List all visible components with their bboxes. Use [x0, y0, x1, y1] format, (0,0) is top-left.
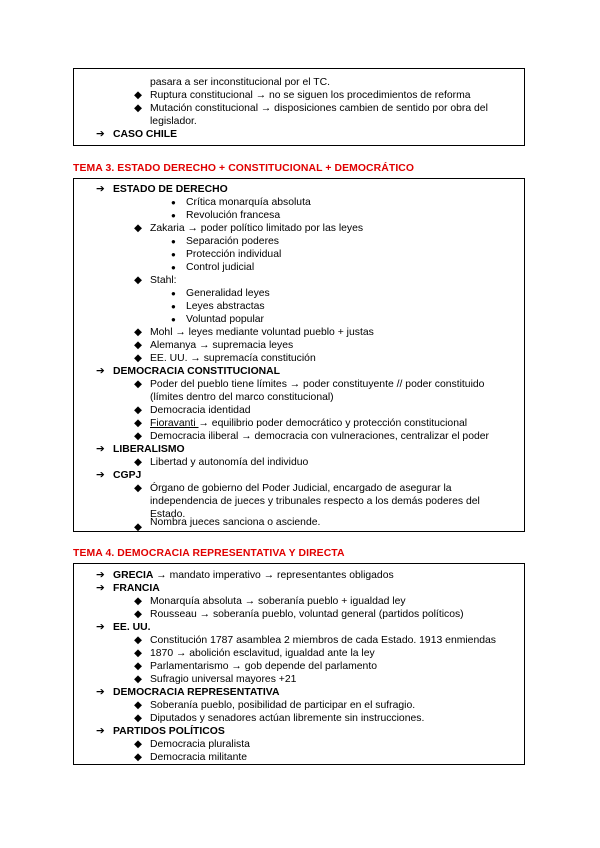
diamond-bullet-icon: ◆: [134, 661, 142, 672]
list-item: Alemanya → supremacia leyes: [150, 340, 294, 351]
section-heading: CGPJ: [113, 470, 142, 481]
fioravanti-text: → equilibrio poder democrático y protección constitucional: [198, 418, 468, 429]
section-heading: DEMOCRACIA CONSTITUCIONAL: [113, 366, 281, 377]
list-item: Protección individual: [186, 249, 282, 260]
dot-bullet-icon: ●: [171, 211, 176, 220]
diamond-bullet-icon: ◆: [134, 700, 142, 711]
diamond-bullet-icon: ◆: [134, 90, 142, 101]
diamond-bullet-icon: ◆: [134, 752, 142, 763]
arrow-bullet-icon: ➔: [96, 184, 105, 195]
list-item: Constitución 1787 asamblea 2 miembros de cada Estado. 1913 enmiendas: [150, 635, 496, 646]
diamond-bullet-icon: ◆: [134, 223, 142, 234]
list-item-continuation: Estado.: [150, 509, 186, 520]
grecia-text: → mandato imperativo → representantes obligados: [153, 570, 394, 581]
section-title: TEMA 3. ESTADO DERECHO + CONSTITUCIONAL + DEMOCRÁTICO: [73, 163, 415, 174]
diamond-bullet-icon: ◆: [134, 405, 142, 416]
section-heading: ESTADO DE DERECHO: [113, 184, 228, 195]
list-item: Poder del pueblo tiene límites → poder constituyente // poder constituido: [150, 379, 485, 390]
section-heading: FRANCIA: [113, 583, 160, 594]
list-item-continuation: (límites dentro del marco constitucional): [150, 392, 334, 403]
list-item: Separación poderes: [186, 236, 280, 247]
list-item: Ruptura constitucional → no se siguen los procedimientos de reforma: [150, 90, 471, 101]
diamond-bullet-icon: ◆: [134, 483, 142, 494]
diamond-bullet-icon: ◆: [134, 275, 142, 286]
diamond-bullet-icon: ◆: [134, 103, 142, 114]
diamond-bullet-icon: ◆: [134, 713, 142, 724]
list-item: Zakaria → poder político limitado por las leyes: [150, 223, 364, 234]
diamond-bullet-icon: ◆: [134, 379, 142, 390]
list-item: Parlamentarismo → gob depende del parlamento: [150, 661, 377, 672]
arrow-bullet-icon: ➔: [96, 687, 105, 698]
section-heading: CASO CHILE: [113, 129, 178, 140]
list-item: EE. UU. → supremacía constitución: [150, 353, 316, 364]
list-item: Stahl:: [150, 275, 177, 286]
list-item: 1870 → abolición esclavitud, igualdad ante la ley: [150, 648, 375, 659]
dot-bullet-icon: ●: [171, 263, 176, 272]
section-heading: DEMOCRACIA REPRESENTATIVA: [113, 687, 280, 698]
section-heading: EE. UU.: [113, 622, 151, 633]
fioravanti-name: Fioravanti: [150, 418, 199, 429]
list-item: Rousseau → soberanía pueblo, voluntad general (partidos políticos): [150, 609, 464, 620]
list-item: Revolución francesa: [186, 210, 281, 221]
list-item: Democracia identidad: [150, 405, 251, 416]
dot-bullet-icon: ●: [171, 302, 176, 311]
diamond-bullet-icon: ◆: [134, 340, 142, 351]
list-item: Leyes abstractas: [186, 301, 265, 312]
list-item: Generalidad leyes: [186, 288, 270, 299]
diamond-bullet-icon: ◆: [134, 457, 142, 468]
section-heading: PARTIDOS POLÍTICOS: [113, 726, 225, 737]
arrow-bullet-icon: ➔: [96, 726, 105, 737]
grecia-label: GRECIA: [113, 570, 154, 581]
list-item: Sufragio universal mayores +21: [150, 674, 297, 685]
arrow-bullet-icon: ➔: [96, 470, 105, 481]
continuation-text: pasara a ser inconstitucional por el TC.: [150, 77, 331, 88]
diamond-bullet-icon: ◆: [134, 327, 142, 338]
list-item: Nombra jueces sanciona o asciende.: [150, 517, 321, 528]
diamond-bullet-icon: ◆: [134, 522, 142, 533]
list-item-continuation: independencia de jueces y tribunales respecto a los demás poderes del: [150, 496, 480, 507]
arrow-bullet-icon: ➔: [96, 570, 105, 581]
list-item: Órgano de gobierno del Poder Judicial, encargado de asegurar la: [150, 483, 452, 494]
diamond-bullet-icon: ◆: [134, 596, 142, 607]
list-item: Crítica monarquía absoluta: [186, 197, 311, 208]
diamond-bullet-icon: ◆: [134, 353, 142, 364]
arrow-bullet-icon: ➔: [96, 583, 105, 594]
list-item: Mohl → leyes mediante voluntad pueblo + justas: [150, 327, 374, 338]
list-item: Libertad y autonomía del individuo: [150, 457, 309, 468]
diamond-bullet-icon: ◆: [134, 674, 142, 685]
diamond-bullet-icon: ◆: [134, 635, 142, 646]
list-item: Voluntad popular: [186, 314, 264, 325]
arrow-bullet-icon: ➔: [96, 366, 105, 377]
diamond-bullet-icon: ◆: [134, 431, 142, 442]
diamond-bullet-icon: ◆: [134, 418, 142, 429]
section-heading: LIBERALISMO: [113, 444, 185, 455]
list-item: [113, 569, 394, 582]
list-item: [150, 417, 467, 430]
dot-bullet-icon: ●: [171, 198, 176, 207]
list-item: Democracia militante: [150, 752, 248, 763]
arrow-bullet-icon: ➔: [96, 444, 105, 455]
list-item: Mutación constitucional → disposiciones cambien de sentido por obra del: [150, 103, 488, 114]
list-item: Control judicial: [186, 262, 255, 273]
section-title: TEMA 4. DEMOCRACIA REPRESENTATIVA Y DIRECTA: [73, 548, 345, 559]
list-item: Democracia pluralista: [150, 739, 250, 750]
diamond-bullet-icon: ◆: [134, 609, 142, 620]
dot-bullet-icon: ●: [171, 289, 176, 298]
diamond-bullet-icon: ◆: [134, 739, 142, 750]
list-item: Democracia iliberal → democracia con vulneraciones, centralizar el poder: [150, 431, 490, 442]
arrow-bullet-icon: ➔: [96, 622, 105, 633]
diamond-bullet-icon: ◆: [134, 648, 142, 659]
dot-bullet-icon: ●: [171, 315, 176, 324]
list-item: Diputados y senadores actúan libremente sin instrucciones.: [150, 713, 425, 724]
list-item: Monarquía absoluta → soberanía pueblo + igualdad ley: [150, 596, 406, 607]
dot-bullet-icon: ●: [171, 237, 176, 246]
arrow-bullet-icon: ➔: [96, 129, 105, 140]
dot-bullet-icon: ●: [171, 250, 176, 259]
list-item-continuation: legislador.: [150, 116, 197, 127]
list-item: Soberanía pueblo, posibilidad de participar en el sufragio.: [150, 700, 416, 711]
